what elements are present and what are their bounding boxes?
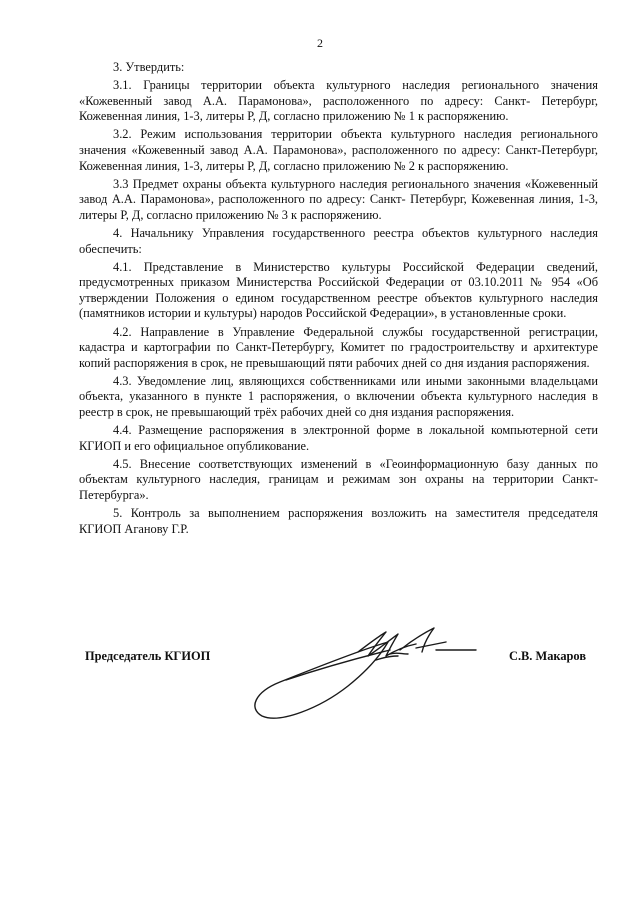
paragraph-3-3: 3.3 Предмет охраны объекта культурного наследия регионального значения «Кожевенный завод А.А. Парамонова», расположенного по адресу: Санкт- Петербург, Кожевенная линия, 1-3, литеры Р, Д, согласно приложению № 3 к распоряжению. (79, 176, 598, 222)
paragraph-4-1: 4.1. Представление в Министерство культуры Российской Федерации сведений, предусмотренных приказом Министерства Российской Федерации от 03.10.2011 № 954 «Об утверждении Положения о едином государственном реестре объектов культурного наследия (памятников истории и культуры) народов Российской Федерации», в установленные сроки. (79, 259, 598, 321)
page-number: 2 (317, 36, 323, 50)
document-body (79, 60, 598, 540)
handwritten-signature (240, 620, 490, 725)
paragraph-4-3: 4.3. Уведомление лиц, являющихся собственниками или иными законными владельцами объекта, указанного в пункте 1 распоряжения, о включении объекта культурного наследия в реестр в срок, не превышающий трёх рабочих дней со дня издания распоряжения. (79, 373, 598, 419)
signatory-name: С.В. Макаров (509, 649, 587, 663)
paragraph-4: 4. Начальнику Управления государственного реестра объектов культурного наследия обеспечить: (79, 225, 598, 256)
paragraph-4-4: 4.4. Размещение распоряжения в электронной форме в локальной компьютерной сети КГИОП и его официальное опубликование. (79, 423, 598, 453)
paragraph-4-5: 4.5. Внесение соответствующих изменений в «Геоинформационную базу данных по объектам культурного наследия, границам и режимам зон охраны на территории Санкт-Петербурга». (79, 456, 598, 502)
paragraph-4-2: 4.2. Направление в Управление Федеральной службы государственной регистрации, кадастра и картографии по Санкт-Петербургу, Комитет по градостроительству и архитектуре копий распоряжения в срок, не превышающий пяти рабочих дней со дня издания распоряжения. (79, 324, 598, 370)
signatory-position: Председатель КГИОП (85, 649, 211, 663)
paragraph-3: 3. Утвердить: (113, 60, 185, 74)
paragraph-3-2: 3.2. Режим использования территории объекта культурного наследия регионального значения «Кожевенный завод А.А. Парамонова», расположенного по адресу: Санкт-Петербург, Кожевенная линия, 1-3, литеры Р, Д, согласно приложению № 2 к распоряжению. (79, 127, 598, 173)
paragraph-5: 5. Контроль за выполнением распоряжения возложить на заместителя председателя КГИОП Аганову Г.Р. (79, 506, 598, 536)
paragraph-3-1: 3.1. Границы территории объекта культурного наследия регионального значения «Кожевенный завод А.А. Парамонова», расположенного по адресу: Санкт- Петербург, Кожевенная линия, 1-3, литеры Р, Д, согласно приложению № 1 к распоряжению. (79, 78, 598, 124)
